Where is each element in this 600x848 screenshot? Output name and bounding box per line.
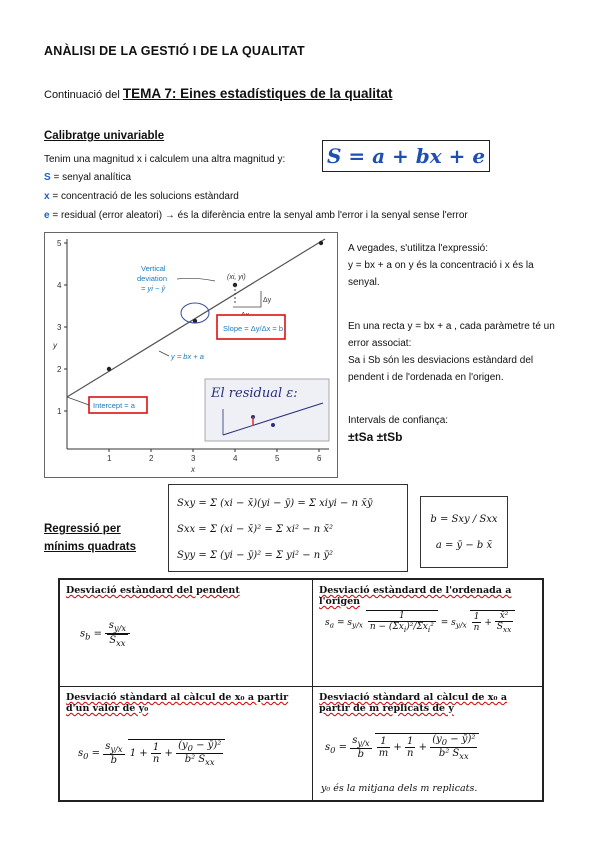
formula-sb: $s_b$ = $\frac{s_{y/x}}{S_{xx}}$: [80, 620, 130, 648]
regression-line: [67, 239, 325, 397]
y-tick-4: 4: [57, 281, 62, 290]
intercept-label: Intercept = a: [93, 401, 135, 410]
formula-sa: $s_a = s_{y/x}$ $\frac{1}{n - (\Sigma x_i)^2/\Sigma x_i^2}$ = $s_{y/x}$ $\frac{1}{n}$ + $\frac{\text{x̄²}}{S_{xx}}$: [325, 610, 515, 634]
cell-intercept-sd-heading: Desviació estàndard de l'ordenada a l'origen: [319, 585, 512, 607]
cell-x0-replicates: [312, 686, 543, 801]
regression-heading: [44, 520, 136, 556]
subtitle-topic: TEMA 7: Eines estadístiques de la qualitat: [122, 86, 393, 101]
regression-plot-svg: [45, 233, 337, 477]
cell-x0-single-heading: Desviació stàndard al càlcul de x₀ a partir d'un valor de y₀: [66, 692, 289, 714]
cell-slope-sd-heading: Desviació estàndard del pendent: [66, 585, 240, 596]
line-pointer: [159, 351, 169, 356]
def-s: [44, 172, 131, 183]
coefficients-box: [420, 496, 508, 568]
x-tick-2: 2: [149, 454, 154, 463]
right-paragraph-2: [348, 318, 568, 386]
right-p2b: Sa i Sb són les desviacions estàndard del pendent i de l'ordenada en l'origen.: [348, 355, 534, 383]
data-point: [107, 367, 111, 371]
x-tick-3: 3: [191, 454, 196, 463]
vertical-label: Vertical: [141, 264, 166, 273]
subtitle-prefix: Continuació del: [44, 89, 120, 101]
deviation-eq-label: = yi − ŷ: [141, 284, 166, 293]
x-tick-5: 5: [275, 454, 280, 463]
def-x-text: = concentració de les solucions estàndard: [49, 191, 239, 202]
y-tick-5: 5: [57, 239, 62, 248]
def-x: [44, 191, 239, 202]
calibration-intro: Tenim una magnitud x i calculem una altra magnitud y:: [44, 154, 286, 165]
right-paragraph-1: [348, 240, 568, 291]
x-tick-4: 4: [233, 454, 238, 463]
point-label: (xi, yi): [227, 274, 246, 281]
x-tick-6: 6: [317, 454, 322, 463]
def-e-text: = residual (error aleatori) → és la diferència entre la senyal amb l'error i la senyal sense l'error: [49, 210, 468, 221]
right-p3b: ±tSa ±tSb: [348, 430, 403, 444]
right-p1a: A vegades, s'utilitza l'expressió:: [348, 243, 488, 254]
sums-equations-box: [168, 484, 408, 572]
right-p3a: Intervals de confiança:: [348, 415, 449, 426]
regression-plot: [44, 232, 338, 478]
cell-x0-replicates-note: y₀ és la mitjana dels m replicats.: [321, 783, 478, 794]
right-paragraph-3: [348, 412, 568, 446]
deviation-pointer: [177, 278, 215, 281]
delta-y-label: Δy: [263, 297, 272, 304]
def-e-symbol: e: [44, 210, 50, 221]
calibration-heading: Calibratge univariable: [44, 130, 165, 142]
regression-heading-2: mínims quadrats: [44, 541, 137, 553]
eq-syy: Syy = Σ (yi − ȳ)² = Σ yi² − n ȳ²: [177, 550, 334, 561]
right-p1b: y = bx + a on y és la concentració i x és la senyal.: [348, 260, 534, 288]
handwritten-text: El residual ε:: [211, 386, 298, 401]
slope-label: Slope = Δy/Δx = b: [223, 324, 284, 333]
data-point: [319, 241, 323, 245]
eq-sxy: Sxy = Σ (xi − x̄)(yi − ȳ) = Σ xiyi − n x̄ȳ: [177, 498, 373, 509]
eq-a: a = ȳ − b x̄: [435, 540, 493, 551]
def-e: [44, 210, 468, 221]
y-tick-2: 2: [57, 365, 62, 374]
std-dev-table: [58, 578, 544, 802]
def-s-symbol: S: [44, 172, 51, 183]
topic-subtitle: [44, 86, 392, 101]
x-tick-1: 1: [107, 454, 112, 463]
deviation-label: deviation: [137, 274, 168, 283]
cell-intercept-sd: [312, 579, 543, 687]
inset-point: [271, 423, 275, 427]
y-tick-3: 3: [57, 323, 62, 332]
cell-slope-sd: [59, 579, 313, 687]
eq-sxx: Sxx = Σ (xi − x̄)² = Σ xi² − n x̄²: [177, 524, 333, 535]
cell-x0-replicates-heading: Desviació stàndard al càlcul de x₀ a partir de m replicats de y: [319, 692, 508, 714]
y-axis-label: y: [53, 341, 57, 350]
def-x-symbol: x: [44, 191, 50, 202]
line-equation-label: y = bx + a: [171, 352, 204, 361]
regression-heading-1: Regressió per: [44, 523, 121, 535]
cell-x0-single: [59, 686, 313, 801]
x-axis-label: x: [191, 465, 195, 474]
formula-s0-single: $s_0$ = $\frac{s_{y/x}}{b}$ 1 + $\frac{1}{n}$ + $\frac{(y_0 - ȳ)^2}{b^2 S_{xx}}$: [78, 739, 225, 767]
y-tick-1: 1: [57, 407, 62, 416]
page-title: ANÀLISI DE LA GESTIÓ I DE LA QUALITAT: [44, 44, 305, 58]
eq-b: b = Sxy / Sxx: [430, 514, 498, 525]
def-s-text: = senyal analítica: [50, 172, 131, 183]
intercept-pointer: [67, 397, 89, 405]
right-p2a: En una recta y = bx + a , cada paràmetre té un error associat:: [348, 321, 555, 349]
formula-s0-replicates: $s_0$ = $\frac{s_{y/x}}{b}$ $\frac{1}{m}$ + $\frac{1}{n}$ + $\frac{(y_0 - ȳ)^2}{b^2 S_{xx}}$: [325, 733, 479, 761]
calibration-formula: S = a + bx + e: [322, 140, 490, 172]
